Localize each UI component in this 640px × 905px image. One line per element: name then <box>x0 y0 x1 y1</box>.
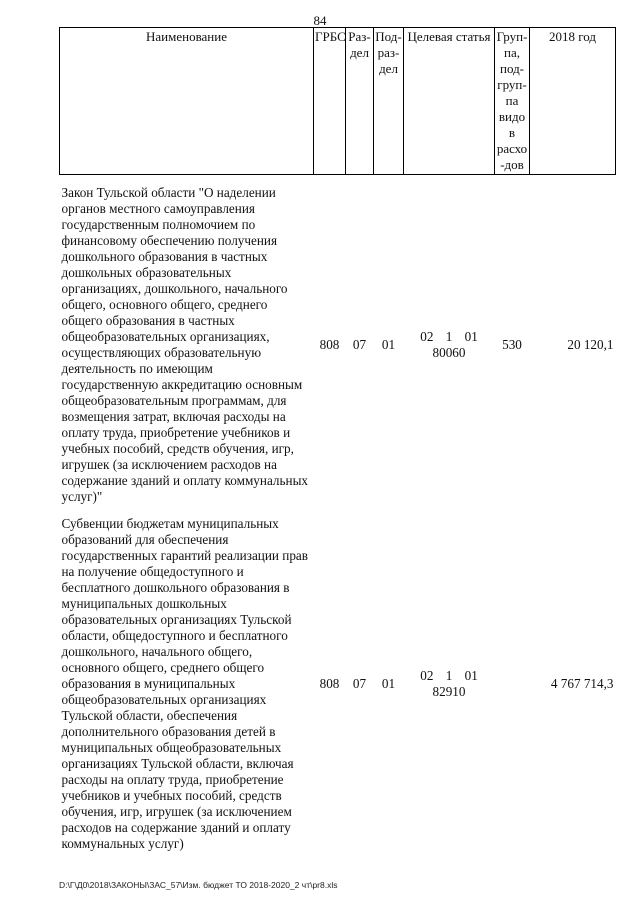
header-celevaya: Целевая статья <box>404 28 495 175</box>
table-row <box>60 515 616 853</box>
row-amount: 4 767 714,3 <box>550 676 614 691</box>
header-year: 2018 год <box>530 28 616 175</box>
table-header-row <box>60 28 616 175</box>
row-name: Субвенции бюджетам муниципальных образований для обеспечения государственных гарантий реализации прав на получение общедоступного и бесплатного дошкольного образования в муниципальных дошкольных образовательных организациях Тульской области, общедоступного и бесплатного дошкольного, начального общего, основного общего, среднего общего образования в муниципальных общеобразовательных организациях Тульской области, обеспечения дополнительного образования детей в муниципальных общеобразовательных организациях Тульской области, включая расходы на оплату труда, приобретение учебников и учебных пособий, средств обучения, игр, игрушек (за исключением расходов на содержание зданий и оплату коммунальных услуг) <box>61 516 309 851</box>
header-grbs: ГРБС <box>314 28 346 175</box>
budget-table <box>59 27 616 853</box>
header-razdel: Раз-дел <box>346 28 374 175</box>
row-celevaya: 02 1 01 80060 <box>420 329 478 360</box>
row-grbs: 808 <box>319 676 340 691</box>
row-gruppa: 530 <box>502 337 522 352</box>
row-name: Закон Тульской области "О наделении органов местного самоуправления государственным полномочием по финансовому обеспечению получения дошкольного образования в частных дошкольных образовательных организациях, дошкольного, начального общего, основного общего, среднего общего образования в частных общеобразовательных организациях, осуществляющих образовательную деятельность по имеющим государственную аккредитацию основным общеобразовательным программам, для возмещения затрат, включая расходы на оплату труда, приобретение учебников и учебных пособий, средств обучения, игр, игрушек (за исключением расходов на содержание зданий и оплату коммунальных услуг)" <box>61 185 309 504</box>
row-amount: 20 120,1 <box>567 337 614 352</box>
header-name: Наименование <box>60 28 314 175</box>
row-podrazdel: 01 <box>381 676 396 691</box>
table-row <box>60 175 616 516</box>
row-celevaya: 02 1 01 82910 <box>420 668 478 699</box>
header-gruppa: Груп-па, под-груп-па видов расхо-дов <box>495 28 530 175</box>
row-razdel: 07 <box>352 337 367 352</box>
row-gruppa <box>495 515 530 853</box>
row-grbs: 808 <box>319 337 340 352</box>
header-podrazdel: Под-раз-дел <box>374 28 404 175</box>
row-podrazdel: 01 <box>381 337 396 352</box>
row-razdel: 07 <box>352 676 367 691</box>
page-number: 84 <box>313 13 327 28</box>
footer-file-path: D:\Г\Д0\2018\ЗАКОНЫ\ЗАС_57\Изм. бюджет ТО 2018-2020_2 чт\pr8.xls <box>59 880 338 890</box>
